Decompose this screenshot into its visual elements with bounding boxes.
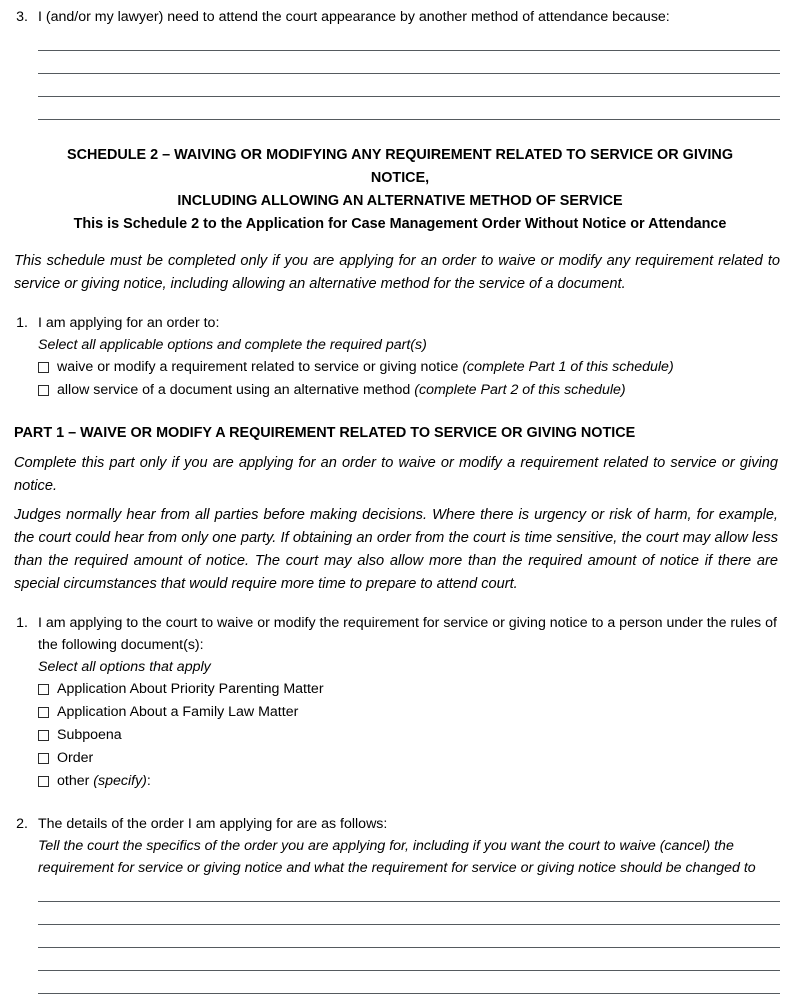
- checkbox-icon[interactable]: [38, 362, 49, 373]
- checkbox-icon[interactable]: [38, 707, 49, 718]
- checkbox-row[interactable]: [38, 770, 800, 793]
- schedule-heading-line-1: SCHEDULE 2 – WAIVING OR MODIFYING ANY REQUIREMENT RELATED TO SERVICE OR GIVING NOTICE,: [66, 147, 734, 186]
- part-1-paragraph-2: Judges normally hear from all parties before making decisions. Where there is urgency or risk of harm, for example, the court could hear from only one party. If obtaining an order from the court is time sensitive, the court may allow less than the required amount of notice. The court may also allow more than the required amount of notice if there are special circumstances that would require more time to prepare to attend court.: [14, 507, 778, 592]
- checkbox-label-note: (specify): [93, 773, 147, 789]
- checkbox-icon[interactable]: [38, 776, 49, 787]
- schedule-heading-line-2: INCLUDING ALLOWING AN ALTERNATIVE METHOD OF SERVICE: [177, 193, 623, 209]
- checkbox-row[interactable]: [38, 678, 800, 701]
- part-1-question-2-text: The details of the order I am applying for are as follows:: [38, 816, 388, 832]
- part-1-paragraph-1: Complete this part only if you are applying for an order to waive or modify a requirement related to service or giving notice.: [14, 455, 778, 494]
- checkbox-label-text: allow service of a document using an alternative method: [57, 382, 415, 398]
- schedule-intro-spacer: [0, 236, 800, 250]
- checkbox-label: [57, 379, 626, 402]
- item-1: [0, 312, 800, 402]
- schedule-intro-text: This schedule must be completed only if you are applying for an order to waive or modify any requirement related to service or giving notice, including allowing an alternative method for the service of a document.: [14, 253, 780, 292]
- checkbox-icon[interactable]: [38, 730, 49, 741]
- checkbox-label-text: other: [57, 773, 94, 789]
- schedule-heading-spacer: [0, 120, 800, 144]
- checkbox-row[interactable]: [38, 747, 800, 770]
- part-1-heading: PART 1 – WAIVE OR MODIFY A REQUIREMENT RELATED TO SERVICE OR GIVING NOTICE: [14, 425, 636, 441]
- checkbox-label: Application About Priority Parenting Matter: [57, 681, 324, 697]
- part-1-question-1-hint: Select all options that apply: [38, 659, 211, 675]
- checkbox-icon[interactable]: [38, 385, 49, 396]
- part-1-spacer: [0, 402, 800, 422]
- checkbox-label: [57, 356, 674, 379]
- checkbox-icon[interactable]: [38, 753, 49, 764]
- question-3-number: 3.: [16, 9, 28, 25]
- checkbox-label-note: (complete Part 2 of this schedule): [414, 382, 626, 398]
- part-1-question-1-number: 1.: [16, 615, 28, 631]
- item-1-hint: Select all applicable options and complete the required part(s): [38, 337, 427, 353]
- checkbox-label-suffix: :: [146, 773, 151, 789]
- checkbox-icon[interactable]: [38, 684, 49, 695]
- checkbox-row[interactable]: [38, 724, 800, 747]
- checkbox-row[interactable]: [38, 379, 800, 402]
- part-1-question-1-text: I am applying to the court to waive or modify the requirement for service or giving notice to a person under the rules of the following document(s):: [38, 615, 777, 653]
- item-1-spacer: [0, 296, 800, 312]
- item-1-number: 1.: [16, 315, 28, 331]
- checkbox-label: [57, 770, 151, 793]
- part-1-question-2-number: 2.: [16, 816, 28, 832]
- part-1-q2-spacer: [0, 793, 800, 813]
- part-1-question-2-hint: Tell the court the specifics of the order you are applying for, including if you want the court to waive (cancel) the requirement for service or giving notice and what the requirement for service or giving notice should be changed to: [38, 838, 756, 876]
- part-1-q1-spacer: [0, 596, 800, 612]
- checkbox-label: Subpoena: [57, 727, 122, 743]
- checkbox-label: Application About a Family Law Matter: [57, 704, 299, 720]
- question-3-answer-lines[interactable]: [0, 28, 800, 120]
- schedule-subheading: This is Schedule 2 to the Application for Case Management Order Without Notice or Attendance: [73, 216, 727, 232]
- checkbox-label: Order: [57, 750, 94, 766]
- part-1-question-2: [0, 813, 800, 879]
- checkbox-row[interactable]: [38, 356, 800, 379]
- checkbox-row[interactable]: [38, 701, 800, 724]
- item-1-text: I am applying for an order to:: [38, 315, 220, 331]
- part-1-heading-gap: [0, 444, 800, 452]
- question-3-text: I (and/or my lawyer) need to attend the court appearance by another method of attendance because:: [38, 9, 670, 25]
- checkbox-label-text: waive or modify a requirement related to service or giving notice: [57, 359, 463, 375]
- question-3: [0, 6, 800, 28]
- part-1-question-1: [0, 612, 800, 793]
- checkbox-label-note: (complete Part 1 of this schedule): [462, 359, 674, 375]
- part-1-question-2-answer-lines[interactable]: [0, 879, 800, 994]
